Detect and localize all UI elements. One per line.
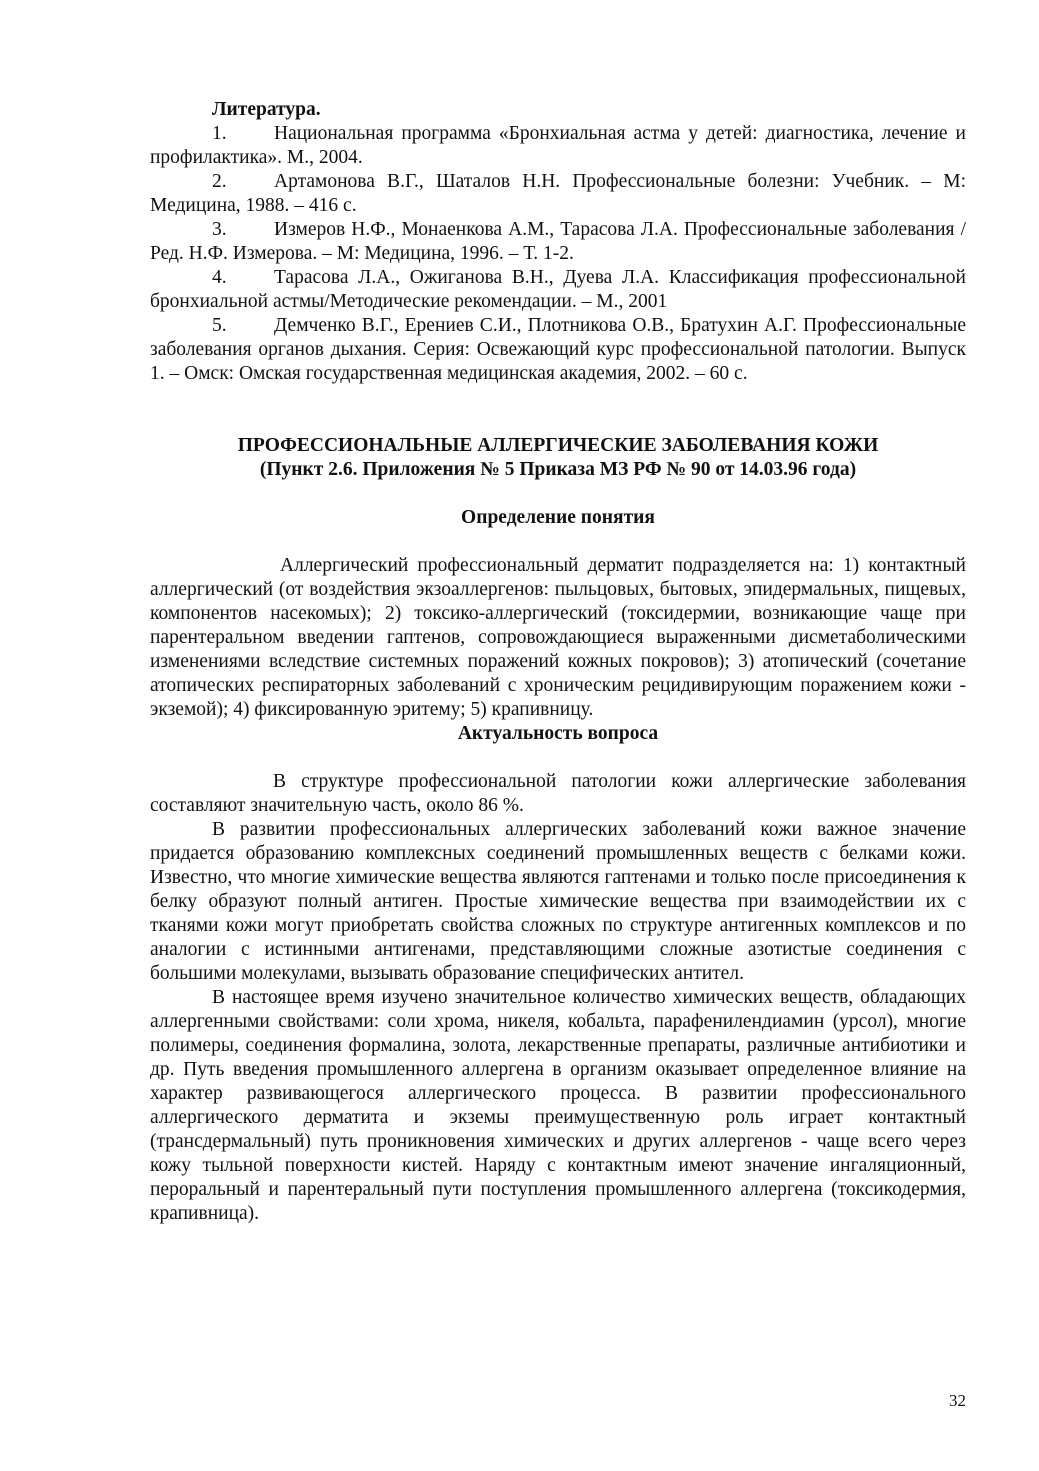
literature-item	[150, 122, 966, 170]
literature-item	[150, 170, 966, 218]
literature-item-number: 5.	[212, 315, 227, 336]
literature-item-text: Демченко В.Г., Ерениев С.И., Плотникова О.В., Братухин А.Г. Профессиональные заболевания органов дыхания. Серия: Освежающий курс профессиональной патологии. Выпуск 1. – Омск: Омская государственная медицинская академия, 2002. – 60 с.	[150, 315, 966, 384]
body-paragraph: В структуре профессиональной патологии кожи аллергические заболевания составляют значительную часть, около 86 %.	[150, 771, 966, 816]
section-title: ПРОФЕССИОНАЛЬНЫЕ АЛЛЕРГИЧЕСКИЕ ЗАБОЛЕВАНИЯ КОЖИ	[237, 435, 879, 456]
definition-heading: Определение понятия	[461, 507, 655, 528]
literature-item-number: 3.	[212, 219, 227, 240]
literature-item	[150, 266, 966, 314]
page-content	[150, 98, 966, 1226]
body-paragraph: В развитии профессиональных аллергических заболеваний кожи важное значение придается образованию комплексных соединений промышленных веществ с белками кожи. Известно, что многие химические вещества являются гаптенами и только после присоединения к белку образуют полный антиген. Простые химические вещества при взаимодействии их с тканями кожи могут приобретать свойства сложных по структуре антигенных комплексов и по аналогии с истинными антигенами, представляющими сложные азотистые соединения с большими молекулами, вызывать образование специфических антител.	[150, 819, 966, 984]
literature-item-text: Измеров Н.Ф., Монаенкова А.М., Тарасова Л.А. Профессиональные заболевания / Ред. Н.Ф. Измерова. – М: Медицина, 1996. – Т. 1-2.	[150, 219, 966, 264]
body-paragraph: В настоящее время изучено значительное количество химических веществ, обладающих аллергенными свойствами: соли хрома, никеля, кобальта, парафенилендиамин (урсол), многие полимеры, соединения формалина, золота, лекарственные препараты, различные антибиотики и др. Путь введения промышленного аллергена в организм оказывает определенное влияние на характер развивающегося аллергического процесса. В развитии профессионального аллергического дерматита и экземы преимущественную роль играет контактный (трансдермальный) путь проникновения химических и других аллергенов - чаще всего через кожу тыльной поверхности кистей. Наряду с контактным имеют значение ингаляционный, пероральный и парентеральный пути поступления промышленного аллергена (токсикодермия, крапивница).	[150, 987, 966, 1224]
literature-item-number: 1.	[212, 123, 227, 144]
definition-paragraph: Аллергический профессиональный дерматит подразделяется на: 1) контактный аллергический (от воздействия экзоаллергенов: пыльцовых, бытовых, эпидермальных, пищевых, компонентов насекомых); 2) токсико-аллергический (токсидермии, возникающие чаще при парентеральном введении гаптенов, сопровождающиеся выраженными дисметаболическими изменениями вследствие системных поражений кожных покровов); 3) атопический (сочетание атопических респираторных заболеваний с хроническим рецидивирующим поражением кожи - экземой); 4) фиксированную эритему; 5) крапивницу.	[150, 555, 966, 720]
literature-item-text: Национальная программа «Бронхиальная астма у детей: диагностика, лечение и профилактика». М., 2004.	[150, 123, 966, 168]
relevance-heading: Актуальность вопроса	[457, 723, 659, 744]
literature-item-number: 2.	[212, 171, 227, 192]
literature-item-text: Артамонова В.Г., Шаталов Н.Н. Профессиональные болезни: Учебник. – М: Медицина, 1988. – 416 с.	[150, 171, 966, 216]
literature-title: Литература.	[212, 99, 321, 120]
literature-item	[150, 218, 966, 266]
literature-item-text: Тарасова Л.А., Ожиганова В.Н., Дуева Л.А. Классификация профессиональной бронхиальной астмы/Методические рекомендации. – М., 2001	[150, 267, 966, 312]
literature-item-number: 4.	[212, 267, 227, 288]
section-subtitle: (Пункт 2.6. Приложения № 5 Приказа МЗ РФ № 90 от 14.03.96 года)	[259, 459, 857, 480]
literature-item	[150, 314, 966, 386]
page-number: 32	[949, 1391, 966, 1410]
